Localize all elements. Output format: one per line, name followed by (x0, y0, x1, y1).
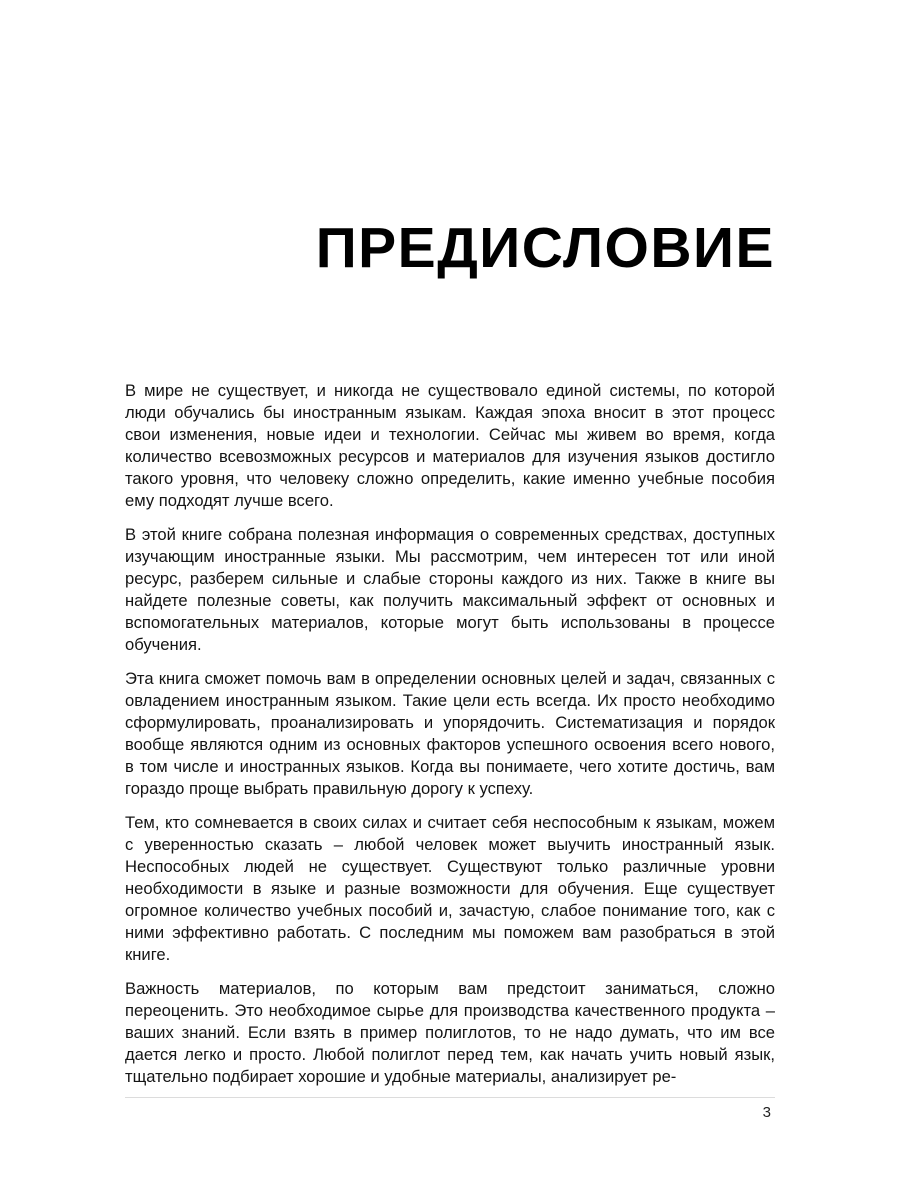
page-number: 3 (762, 1104, 771, 1121)
page-footer (125, 1097, 775, 1121)
page-title: ПРЕДИСЛОВИЕ (315, 216, 775, 280)
paragraph-5: Важность материалов, по которым вам предстоит заниматься, сложно переоценить. Это необходимое сырье для производства качественного продукта – ваших знаний. Если взять в пример полиглотов, то не надо думать, что им все дается легко и просто. Любой полиглот перед тем, как начать учить новый язык, тщательно подбирает хорошие и удобные материалы, анализирует ре- (125, 979, 775, 1086)
paragraph-2: В этой книге собрана полезная информация о современных средствах, доступных изучающим иностранные языки. Мы рассмотрим, чем интересен тот или иной ресурс, разберем сильные и слабые стороны каждого из них. Также в книге вы найдете полезные советы, как получить максимальный эффект от основных и вспомогательных материалов, которые могут быть использованы в процессе обучения. (125, 525, 775, 654)
paragraph-4: Тем, кто сомневается в своих силах и считает себя неспособным к языкам, можем с уверенностью сказать – любой человек может выучить иностранный язык. Неспособных людей не существует. Существуют только различные уровни необходимости в языке и разные возможности для обучения. Еще существует огромное количество учебных пособий и, зачастую, слабое понимание того, как с ними эффективно работать. С последним мы поможем вам разобраться в этой книге. (125, 813, 775, 964)
paragraph-1: В мире не существует, и никогда не существовало единой системы, по которой люди обучались бы иностранным языкам. Каждая эпоха вносит в этот процесс свои изменения, новые идеи и технологии. Сейчас мы живем во время, когда количество всевозможных ресурсов и материалов для изучения языков достигло такого уровня, что человеку сложно определить, какие именно учебные пособия ему подходят лучше всего. (125, 381, 775, 510)
paragraph-3: Эта книга сможет помочь вам в определении основных целей и задач, связанных с овладением иностранным языком. Такие цели есть всегда. Их просто необходимо сформулировать, проанализировать и упорядочить. Систематизация и порядок вообще являются одним из основных факторов успешного освоения всего нового, в том числе и иностранных языков. Когда вы понимаете, чего хотите достичь, вам гораздо проще выбрать правильную дорогу к успеху. (125, 669, 775, 798)
page-body (125, 380, 775, 1100)
